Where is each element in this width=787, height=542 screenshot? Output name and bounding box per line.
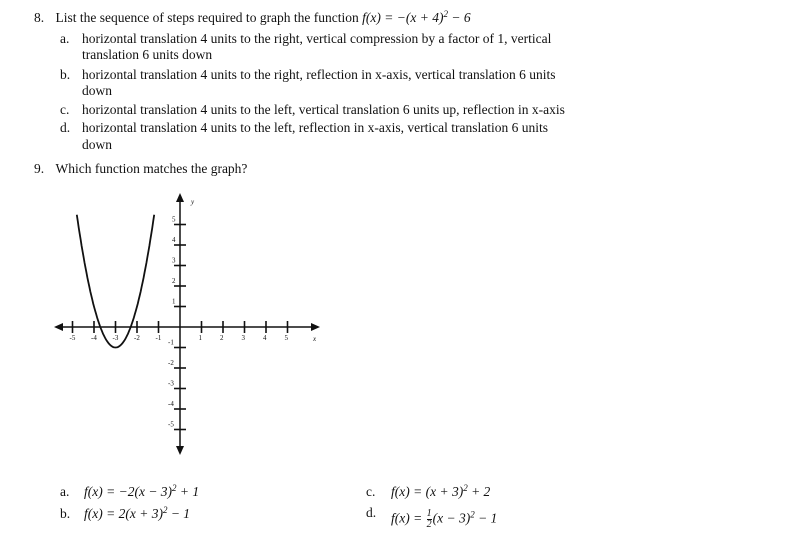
q8-option-d[interactable] bbox=[60, 120, 549, 136]
x-tick-label: 2 bbox=[220, 334, 224, 342]
q9-option-a-letter: a. bbox=[60, 484, 70, 499]
q8-function: $f(x) = -(x + 4)^2 - 6$ bbox=[362, 9, 471, 25]
q8-option-a[interactable] bbox=[60, 31, 552, 47]
x-tick-label: -3 bbox=[112, 334, 119, 342]
x-tick-label: -4 bbox=[91, 334, 97, 342]
x-tick-label: 3 bbox=[241, 334, 245, 342]
y-axis-arrow-down bbox=[176, 446, 184, 455]
x-tick-label: 4 bbox=[263, 334, 267, 342]
x-tick-label: -1 bbox=[155, 334, 162, 342]
y-tick-label: 2 bbox=[172, 277, 176, 285]
q8-option-b[interactable] bbox=[60, 67, 556, 83]
q8-prompt: List the sequence of steps required to graph the function bbox=[55, 10, 359, 25]
one-half-fraction: $\frac{1}{2}$ bbox=[426, 508, 432, 530]
x-tick-label: -2 bbox=[134, 334, 140, 342]
q9-option-d-formula: f(x) = $\frac{1}{2}$ $(x - 3)^2 - 1$ bbox=[391, 508, 498, 530]
y-axis-arrow-up bbox=[176, 193, 184, 202]
y-tick-label: -3 bbox=[168, 379, 174, 388]
q8-option-b-cont: down bbox=[82, 83, 112, 98]
q9-number: 9. bbox=[34, 161, 45, 176]
q9-prompt-line bbox=[34, 161, 247, 177]
q8-option-a-text: horizontal translation 4 units to the right, vertical compression by a factor of 1, vertical bbox=[82, 31, 552, 46]
q8-prompt-line bbox=[34, 10, 471, 26]
q9-option-a[interactable] bbox=[60, 483, 200, 500]
q9-option-b[interactable] bbox=[60, 505, 191, 522]
q9-option-c-letter: c. bbox=[366, 484, 376, 499]
q8-option-a-cont: translation 6 units down bbox=[82, 47, 213, 62]
q9-option-b-letter: b. bbox=[60, 506, 71, 521]
x-tick-label: -5 bbox=[69, 334, 76, 342]
y-tick-label: -1 bbox=[168, 338, 174, 347]
y-tick-label: 1 bbox=[172, 297, 176, 306]
q9-option-b-formula: $f(x) = 2(x + 3)^2 - 1$ bbox=[84, 505, 191, 521]
q8-option-c-text: horizontal translation 4 units to the left, vertical translation 6 units up, reflection in x-axis bbox=[82, 102, 565, 117]
q8-option-c[interactable] bbox=[60, 102, 565, 118]
q9-prompt: Which function matches the graph? bbox=[55, 161, 248, 176]
q9-option-d[interactable] bbox=[366, 505, 498, 530]
q9-option-c[interactable] bbox=[366, 483, 491, 500]
y-tick-label: 3 bbox=[172, 256, 176, 265]
q9-option-d-letter: d. bbox=[366, 505, 377, 520]
q8-option-b-letter: b. bbox=[60, 67, 71, 82]
y-axis-label: y bbox=[191, 198, 195, 206]
q8-option-d-cont: down bbox=[82, 137, 112, 152]
q8-option-d-letter: d. bbox=[60, 120, 71, 135]
x-tick-label: 5 bbox=[284, 334, 288, 342]
q8-option-c-letter: c. bbox=[60, 102, 70, 117]
parabola-graph bbox=[52, 190, 332, 460]
x-axis-label: x bbox=[313, 335, 317, 343]
y-tick-label: -2 bbox=[168, 359, 174, 367]
q8-option-d-text: horizontal translation 4 units to the left, reflection in x-axis, vertical translation 6 units bbox=[82, 120, 549, 135]
q9-option-c-formula: $f(x) = (x + 3)^2 + 2$ bbox=[391, 483, 491, 499]
q8-option-a-letter: a. bbox=[60, 31, 70, 46]
y-tick-label: -5 bbox=[168, 420, 174, 429]
q8-number: 8. bbox=[34, 10, 45, 25]
q8-option-b-text: horizontal translation 4 units to the right, reflection in x-axis, vertical translation 6 units bbox=[82, 67, 556, 82]
y-tick-label: -4 bbox=[168, 400, 174, 408]
x-axis-arrow-right bbox=[311, 323, 320, 331]
q9-option-a-formula: $f(x) = -2(x - 3)^2 + 1$ bbox=[84, 483, 200, 499]
x-axis-arrow-left bbox=[54, 323, 63, 331]
y-tick-label: 4 bbox=[172, 236, 176, 244]
x-tick-label: 1 bbox=[198, 334, 202, 342]
y-tick-label: 5 bbox=[172, 215, 176, 224]
